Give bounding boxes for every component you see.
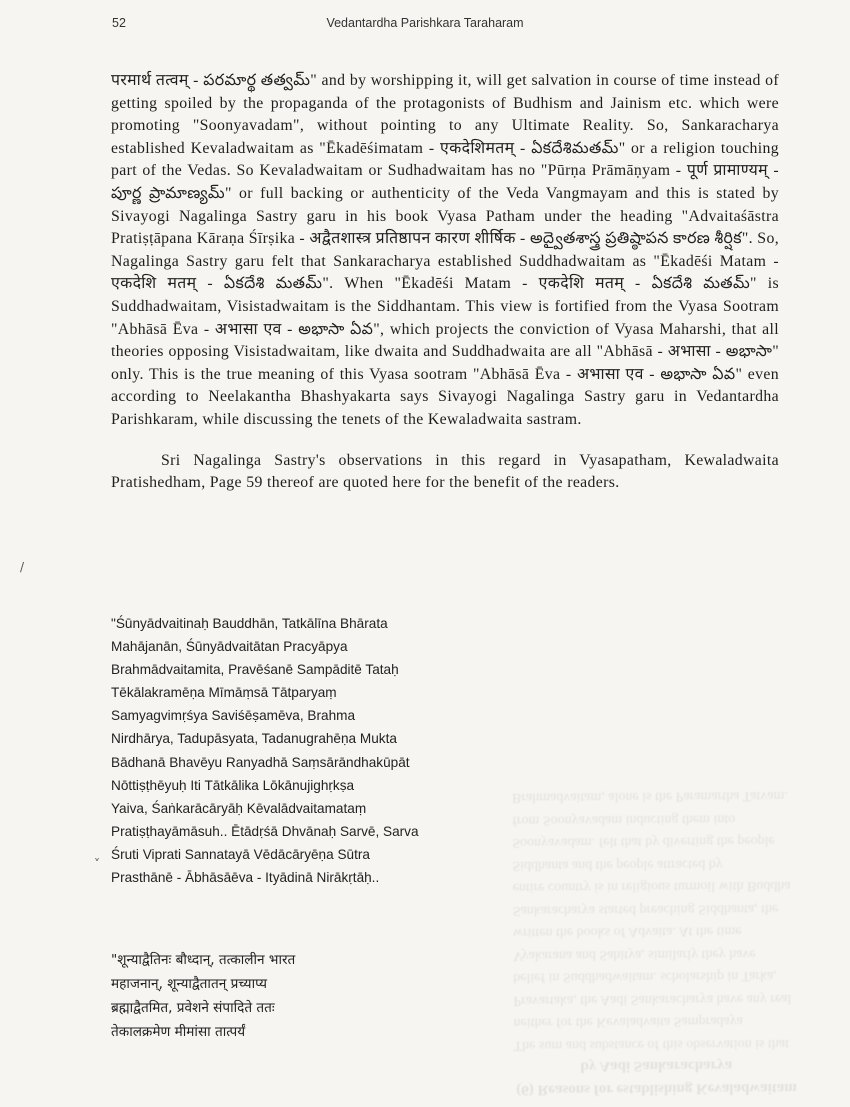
verse-line: Pratiṣṭhayāmāsuh.. Ētādṛśā Dhvānaḥ Sarvē, Sarva (111, 823, 419, 839)
verse-line: Tēkālakramēṇa Mīmāṃsā Tātparyaṃ (111, 685, 337, 701)
verse-line: Bādhanā Bhavēyu Ranyadhā Saṃsārāndhakūpāt (111, 754, 410, 770)
page-number: 52 (112, 16, 126, 30)
verse-line-devanagari: "शून्याद्वैतिनः बौध्दान्, तत्कालीन भारत (111, 952, 296, 968)
body-text (111, 70, 779, 495)
paragraph-2: Sri Nagalinga Sastry's observations in this regard in Vyasapatham, Kewaladwaita Pratishedham, Page 59 thereof are quoted here for the benefit of the readers. (111, 451, 779, 492)
verse-line-devanagari: तेकालक्रमेण मीमांसा तात्पर्यं (111, 1024, 246, 1040)
verse-line: Mahājanān, Śūnyādvaitātan Pracyāpya (111, 639, 348, 655)
verse-line: "Śūnyādvaitinaḥ Bauddhān, Tatkālīna Bhārata (111, 616, 388, 631)
verse-line: Brahmādvaitamita, Pravēśanē Sampāditē Tataḥ (111, 662, 399, 678)
verse-line: Prasthānē - Ābhāsāēva - Ityādinā Nirākṛtāḥ.. (111, 870, 380, 886)
verse-line: Yaiva, Śaṅkarācāryāḥ Kēvalādvaitamataṃ (111, 800, 367, 816)
verse-line: Samyagvimṛśya Saviśēṣamēva, Brahma (111, 708, 356, 724)
paragraph-1: परमार्थ तत्वम् - పరమార్థ తత్వమ్" and by worshipping it, will get salvation in course of time instead of getting spoiled by the propaganda of the protagonists of Budhism and Jainism etc. which were promoting "Soonyavadam", without pointing to any Ultimate Reality. So, Sankaracharya established Kevaladwaitam as "Ēkadēśimatam - एकदेशिमतम् - ఏకదేశిమతమ్" or a religion touching part of the Vedas. So Kevaladwaitam or Sudhadwaitam has no "Pūrṇa Prāmāṇyam - पूर्ण प्रामाण्यम् - పూర్ణ ప్రామాణ్యమ్" or full backing or authenticity of the Veda Vangmayam and this is stated by Sivayogi Nagalinga Sastry garu in his book Vyasa Patham under the heading "Advaitaśāstra Pratiṣṭāpana Kāraṇa Śīrṣika - अद्वैतशास्त्र प्रतिष्ठापन कारण शीर्षिक - అద్వైతశాస్త్ర ప్రతిష్ఠాపన కారణ శీర్షిక". So, Nagalinga Sastry garu felt that Sankaracharya established Suddhadwaitam as "Ēkadēśi Matam - एकदेशि मतम् - ఏకదేశి మతమ్". When "Ēkadēśi Matam - एकदेशि मतम् - ఏకదేశి మతమ్" is Suddhadwaitam, Visistadwaitam is the Siddhantam. This view is fortified from the Vyasa Sootram "Abhāsā Ēva - अभासा एव - అభాసా ఏవ", which projects the conviction of Vyasa Maharshi, that all theories opposing Visistadwaitam, like dwaita and Suddhadwaita are all "Abhāsā - अभासा - అభాసా" only. This is the true meaning of this Vyasa sootram "Abhāsā Ēva - अभासा एव - అభాసా ఏవ" even according to Neelakantha Bhashyakarta says Sivayogi Nagalinga Sastry garu in Vedantardha Parishkaram, while discussing the tenets of the Kewaladwaita sastram. (111, 72, 779, 428)
bleed-through-heading: (6) Reasons for establishing Kevaladwaitam by Aadi Sankaracharya (516, 1057, 797, 1098)
verse-line: Nirdhārya, Tadupāsyata, Tadanugrahēṇa Mukta (111, 731, 397, 747)
page-header (0, 14, 850, 36)
bleed-through-text (510, 499, 799, 1101)
margin-mark: / (20, 560, 25, 574)
verse-line-devanagari: ब्रह्माद्वैतमित, प्रवेशने संपादिते ततः (111, 1000, 275, 1016)
bleed-through-body: The sum and substance of this observation is that neither for the Kevaladvaita Sampradaya Pravartaka, the Aadi Sankaracharya have any real belief in Suddhadwaitam. scholarship in Tarka, Vyakarana and Sahitya, similarly they have written the books of Advaita. At the time Sankaracharya started preaching Siddhanta, the entire country is in religious turmoil with Buddha Siddhanta and the people attracted by Soonyavadam. felt that by diverting the people from Soonyavadam inducting them into Brahmadvaitam, alone is the Paramartha Tatvam. (511, 788, 792, 1053)
verse-line-devanagari: महाजनान्, शून्याद्वैतातन् प्रच्याप्य (111, 976, 268, 992)
running-title: Vedantardha Parishkara Taraharam (326, 16, 524, 30)
margin-mark: ˅ (94, 857, 100, 871)
verse-line: Śruti Viprati Sannatayā Vēdācāryēṇa Sūtra (111, 846, 370, 862)
verse-line: Nōttiṣṭhēyuḥ Iti Tātkālika Lōkānujighṛkṣa (111, 777, 355, 793)
